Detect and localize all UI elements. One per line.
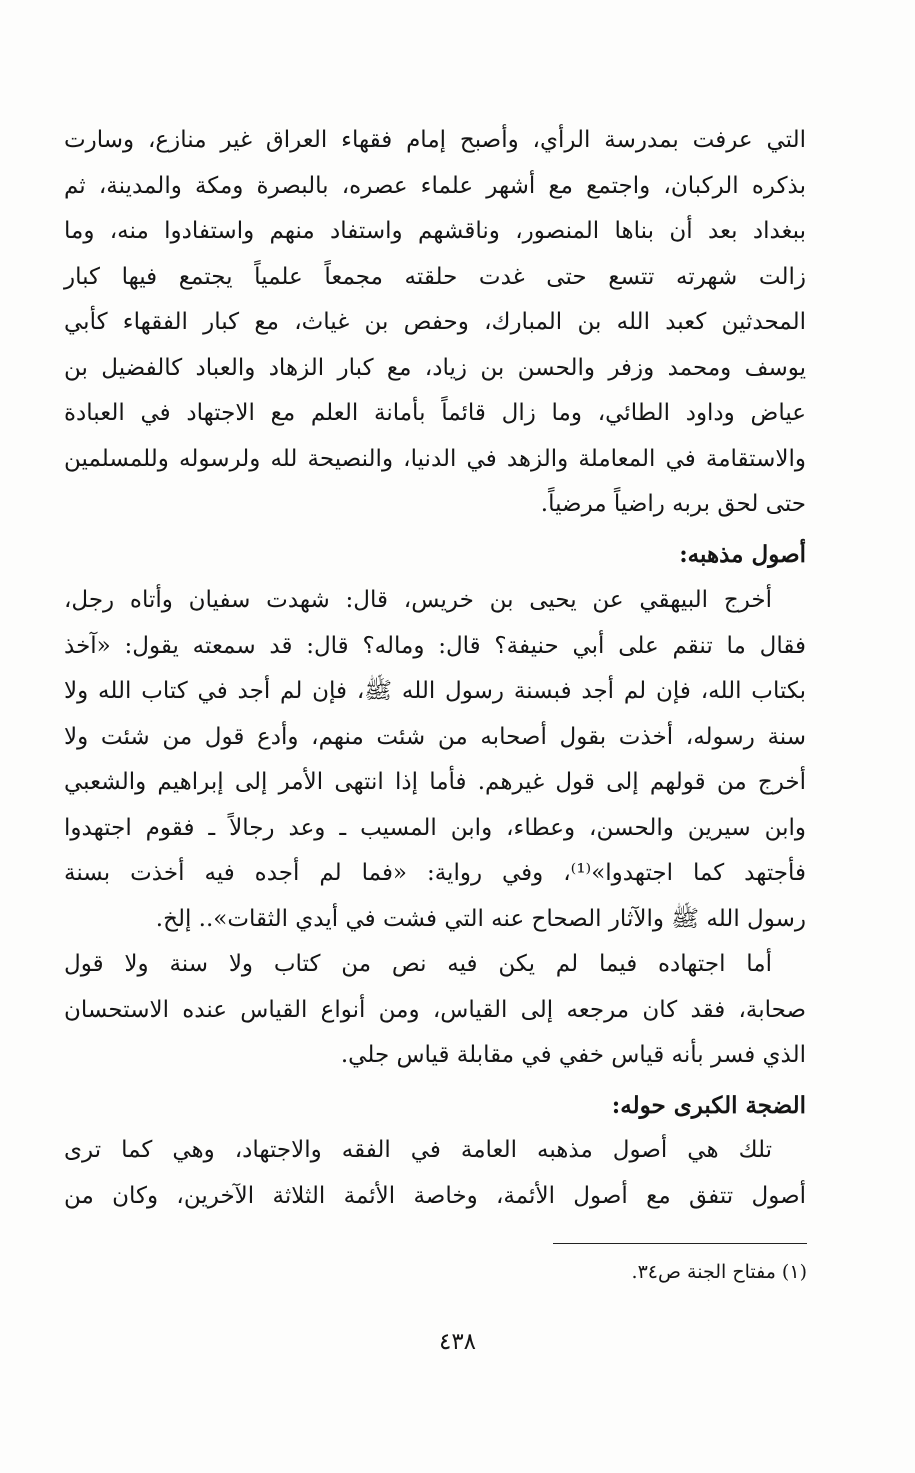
text-line: صحابة، فقد كان مرجعه إلى القياس، ومن أنواع القياس عنده الاستحسان [64,996,806,1023]
text-line: والاستقامة في المعاملة والزهد في الدنيا، والنصيحة لله ولرسوله وللمسلمين [64,445,806,472]
text-line: زالت شهرته تتسع حتى غدت حلقته مجمعاً علمياً يجتمع فيها كبار [64,263,806,290]
text-line: وابن سيرين والحسن، وعطاء، وابن المسيب ـ وعد رجالاً ـ فقوم اجتهدوا [64,814,806,841]
text-line: فأجتهد كما اجتهدوا»⁽¹⁾، وفي رواية: «فما لم أجده فيه أخذت بسنة [64,860,806,886]
text-line: بكتاب الله، فإن لم أجد فبسنة رسول الله ﷺ، فإن لم أجد في كتاب الله ولا [64,678,806,704]
text-line: رسول الله ﷺ والآثار الصحاح عنه التي فشت في أيدي الثقات».. إلخ. [155,905,806,932]
paragraph-3 [64,942,806,1079]
paragraph-4 [64,1128,806,1219]
footnote-divider [553,1243,807,1244]
text-line: يوسف ومحمد وزفر والحسن بن زياد، مع كبار الزهاد والعباد كالفضيل بن [64,354,806,381]
text-line: بذكره الركبان، واجتمع مع أشهر علماء عصره، بالبصرة ومكة والمدينة، ثم [64,172,806,199]
text-line: التي عرفت بمدرسة الرأي، وأصبح إمام فقهاء العراق غير منازع، وسارت [64,127,806,153]
text-line: تلك هي أصول مذهبه العامة في الفقه والاجتهاد، وهي كما ترى [64,1137,772,1163]
section-heading-controversy: الضجة الكبرى حوله: [611,1092,806,1119]
text-line: أما اجتهاده فيما لم يكن فيه نص من كتاب ولا سنة ولا قول [64,951,772,977]
text-line: المحدثين كعبد الله بن المبارك، وحفص بن غياث، مع كبار الفقهاء كأبي [64,309,806,335]
text-line: أصول تتفق مع أصول الأئمة، وخاصة الأئمة الثلاثة الآخرين، وكان من [64,1182,806,1209]
text-line: أخرج من قولهم إلى قول غيرهم. فأما إذا انتهى الأمر إلى إبراهيم والشعبي [64,769,806,795]
text-line: أخرج البيهقي عن يحيى بن خريس، قال: شهدت سفيان وأتاه رجل، [64,587,772,613]
paragraph-1 [64,118,806,528]
paragraph-2 [64,578,806,942]
text-line: فقال ما تنقم على أبي حنيفة؟ قال: وماله؟ قال: قد سمعته يقول: «آخذ [64,632,806,659]
text-line: حتى لحق بربه راضياً مرضياً. [540,491,806,517]
section-heading-usul: أصول مذهبه: [679,541,806,568]
page-number: ٤٣٨ [438,1329,477,1355]
footnote: (١) مفتاح الجنة ص٣٤. [631,1261,807,1283]
text-line: عياض وداود الطائي، وما زال قائماً بأمانة العلم مع الاجتهاد في العبادة [64,400,806,426]
text-line: الذي فسر بأنه قياس خفي في مقابلة قياس جلي. [340,1042,806,1068]
text-line: سنة رسوله، أخذت بقول أصحابه من شئت منهم، وأدع قول من شئت ولا [64,723,806,750]
text-line: ببغداد بعد أن بناها المنصور، وناقشهم واستفاد منهم واستفادوا منه، وما [64,218,806,244]
